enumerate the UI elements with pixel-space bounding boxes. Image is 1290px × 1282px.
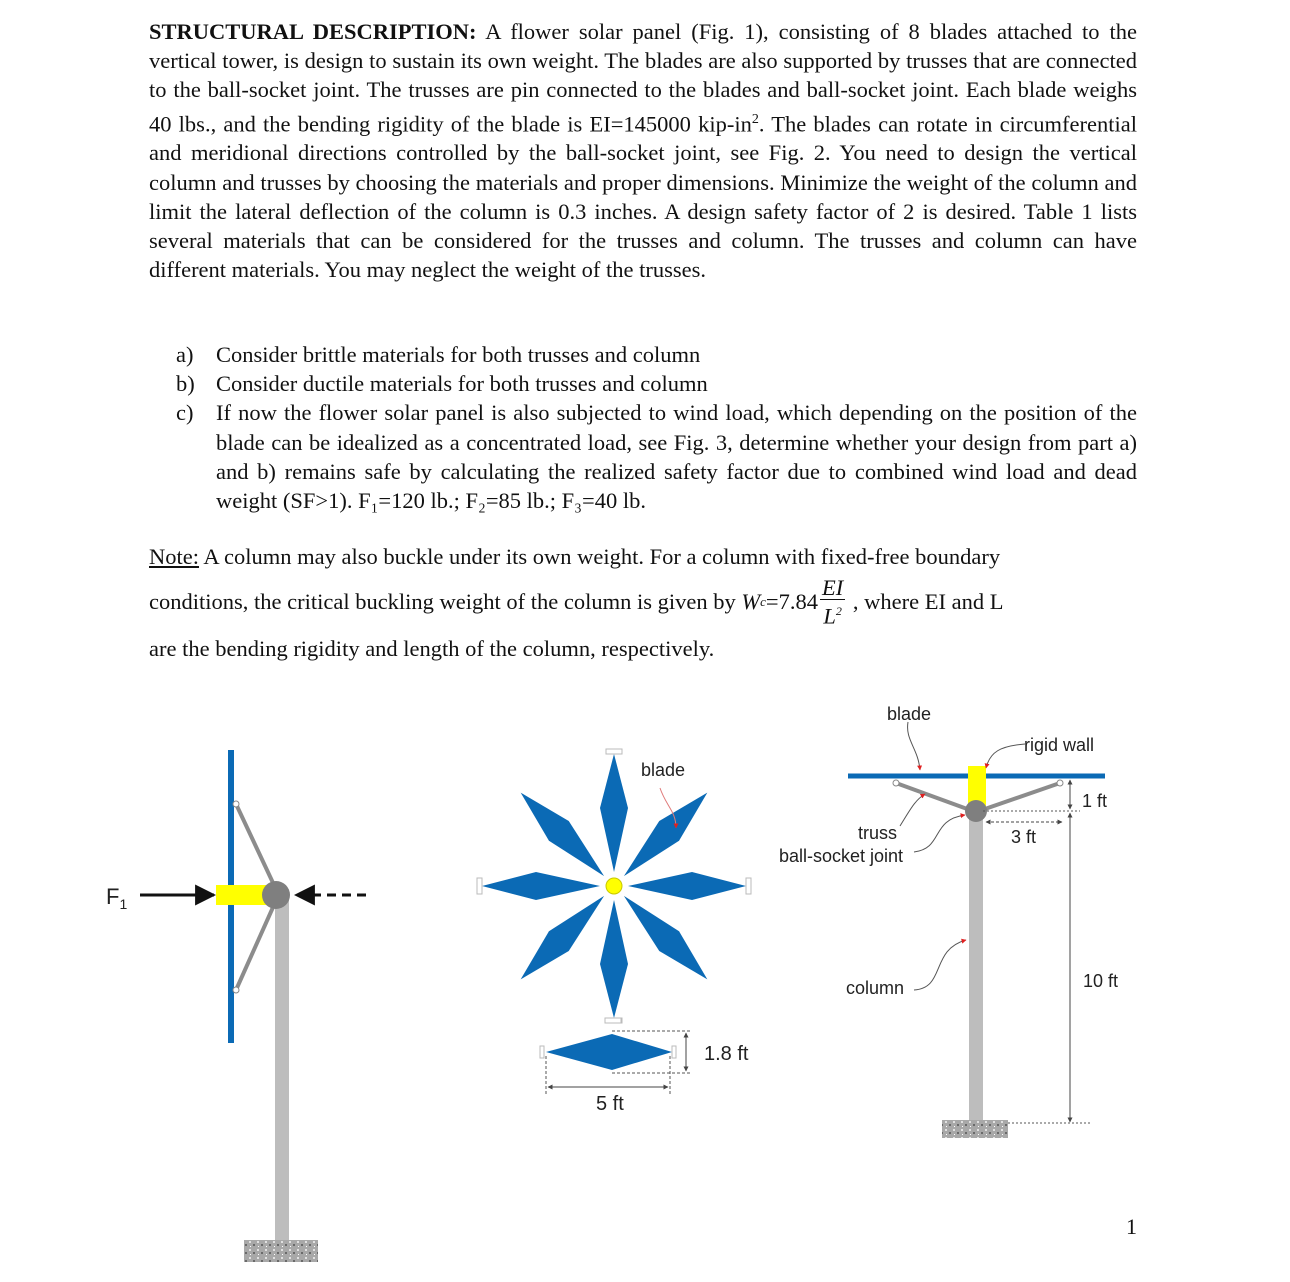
blade-tip-cap xyxy=(540,1046,544,1058)
blade-tip-cap xyxy=(477,878,482,894)
fig1-column xyxy=(275,895,289,1240)
item-text: Consider ductile materials for both trusses and column xyxy=(216,371,708,397)
fig3-joint-label: ball-socket joint xyxy=(779,846,904,866)
fig1-truss-lower xyxy=(236,905,274,990)
fig3-dim-3ft-label: 3 ft xyxy=(1011,827,1037,847)
fig3-joint-leader xyxy=(914,815,965,852)
blade-tip-cap xyxy=(606,749,622,754)
fig1-pin-upper xyxy=(233,801,239,807)
fig3-wall-leader xyxy=(986,744,1025,768)
blade-petal xyxy=(614,783,717,886)
blade-petal xyxy=(628,872,746,900)
item-marker: b) xyxy=(176,371,195,397)
equation-sub: c xyxy=(760,594,766,610)
fig3-truss-left xyxy=(896,783,970,810)
item-marker: c) xyxy=(176,400,194,426)
item-marker: a) xyxy=(176,342,194,367)
note-text-2: conditions, the critical buckling weight of the column is given by xyxy=(149,589,736,615)
equation-den-var: L xyxy=(823,603,836,629)
fig3-column-leader xyxy=(914,940,966,990)
fig3-column-label: column xyxy=(846,978,905,998)
fig3-blade-leader xyxy=(908,722,920,770)
fig3-pin-right xyxy=(1057,780,1063,786)
page-number: 1 xyxy=(1126,1214,1137,1239)
fig1-force-label: $F_1$ xyxy=(106,884,128,912)
fig3-socket xyxy=(968,766,986,806)
fig3-dim-1ft-label: 1 ft xyxy=(1082,791,1108,811)
fig1-ground xyxy=(244,1240,318,1262)
fig1-side-view xyxy=(106,750,366,1262)
fig3-truss-label: truss xyxy=(858,823,898,843)
blade-petal xyxy=(511,886,614,989)
blade-tip-cap xyxy=(605,1018,621,1023)
fig3-truss-right xyxy=(982,783,1060,810)
fig3-wall-label: rigid wall xyxy=(1024,735,1095,755)
description-body-2: . The blades can rotate in circumferential and meridional directions controlled by the ball-socket joint, see Fig. 2. You need to design the vertical column and trusses by choosing the materials and proper dimensions. Minimize the weight of the column and limit the lateral deflection of the column is 0.3 inches. A design safety factor of 2 is desired. Table 1 lists several materials that can be considered for the trusses and column. The trusses and column can have different materials. You may neglect the weight of the trusses. xyxy=(149,111,1137,283)
item-text: If now the flower solar panel is also subjected to wind load, which depending on the position of the blade can be idealized as a concentrated load, see Fig. 3, determine whether your design from part a) and b) remains safe by calculating the realized safety factor due to combined wind load and dead weight (SF>1). F₁=120 lb.; F₂=85 lb.; F₃=40 lb. xyxy=(216,400,1137,514)
note-label: Note: xyxy=(149,544,199,569)
item-text: Consider brittle materials for both trusses and column xyxy=(216,342,701,367)
blade-tip-cap xyxy=(746,878,751,894)
fig2-single-blade xyxy=(540,1018,749,1115)
note-text-3: , where EI and L xyxy=(852,589,1004,615)
equation-lhs: W xyxy=(741,589,761,615)
fig2-height-label: 1.8 ft xyxy=(704,1043,749,1065)
blade-tip-cap xyxy=(672,1046,676,1058)
blade-petal xyxy=(614,886,717,989)
fig1-pin-lower xyxy=(233,987,239,993)
equation-numerator: EI xyxy=(822,575,844,600)
fig3-dim-10ft-label: 10 ft xyxy=(1083,971,1119,991)
fig3-ground xyxy=(942,1120,1008,1138)
blade-petal xyxy=(600,754,628,872)
fig1-ball-joint xyxy=(262,881,290,909)
description-body: A flower solar panel (Fig. 1), consisting of 8 blades attached to the vertical tower, is design to sustain its own weight. The blades are also supported by trusses that are connected to the ball-socket joint. The trusses are pin connected to the blades and ball-socket joint. Each blade weighs 40 lbs., and the bending rigidity of the blade is EI=145000 kip-in xyxy=(149,19,1137,137)
fig3-column xyxy=(969,806,983,1120)
fig2-blade-label: blade xyxy=(641,760,686,780)
fig3-truss-leader xyxy=(900,794,925,826)
fig3-pin-left xyxy=(893,780,899,786)
equation-equals: =7.84 xyxy=(765,589,818,615)
fig3-schematic xyxy=(779,704,1118,1138)
equation-den-sup: 2 xyxy=(835,604,842,618)
note-text-1: A column may also buckle under its own weight. For a column with fixed-free boundary xyxy=(203,544,1001,569)
description-sup: 2 xyxy=(751,111,759,127)
fig3-blade-label: blade xyxy=(887,704,932,724)
blade-petal xyxy=(511,783,614,886)
note-text-4: are the bending rigidity and length of the column, respectively. xyxy=(149,636,715,661)
single-blade-shape xyxy=(546,1034,672,1070)
blade-petal xyxy=(600,900,628,1018)
blade-petal xyxy=(482,872,600,900)
fig1-truss-upper xyxy=(236,804,274,885)
fig2-front-view xyxy=(477,749,751,1023)
fig2-width-label: 5 ft xyxy=(596,1093,624,1115)
description-heading: STRUCTURAL DESCRIPTION: xyxy=(149,19,477,44)
center-hub xyxy=(606,878,622,894)
